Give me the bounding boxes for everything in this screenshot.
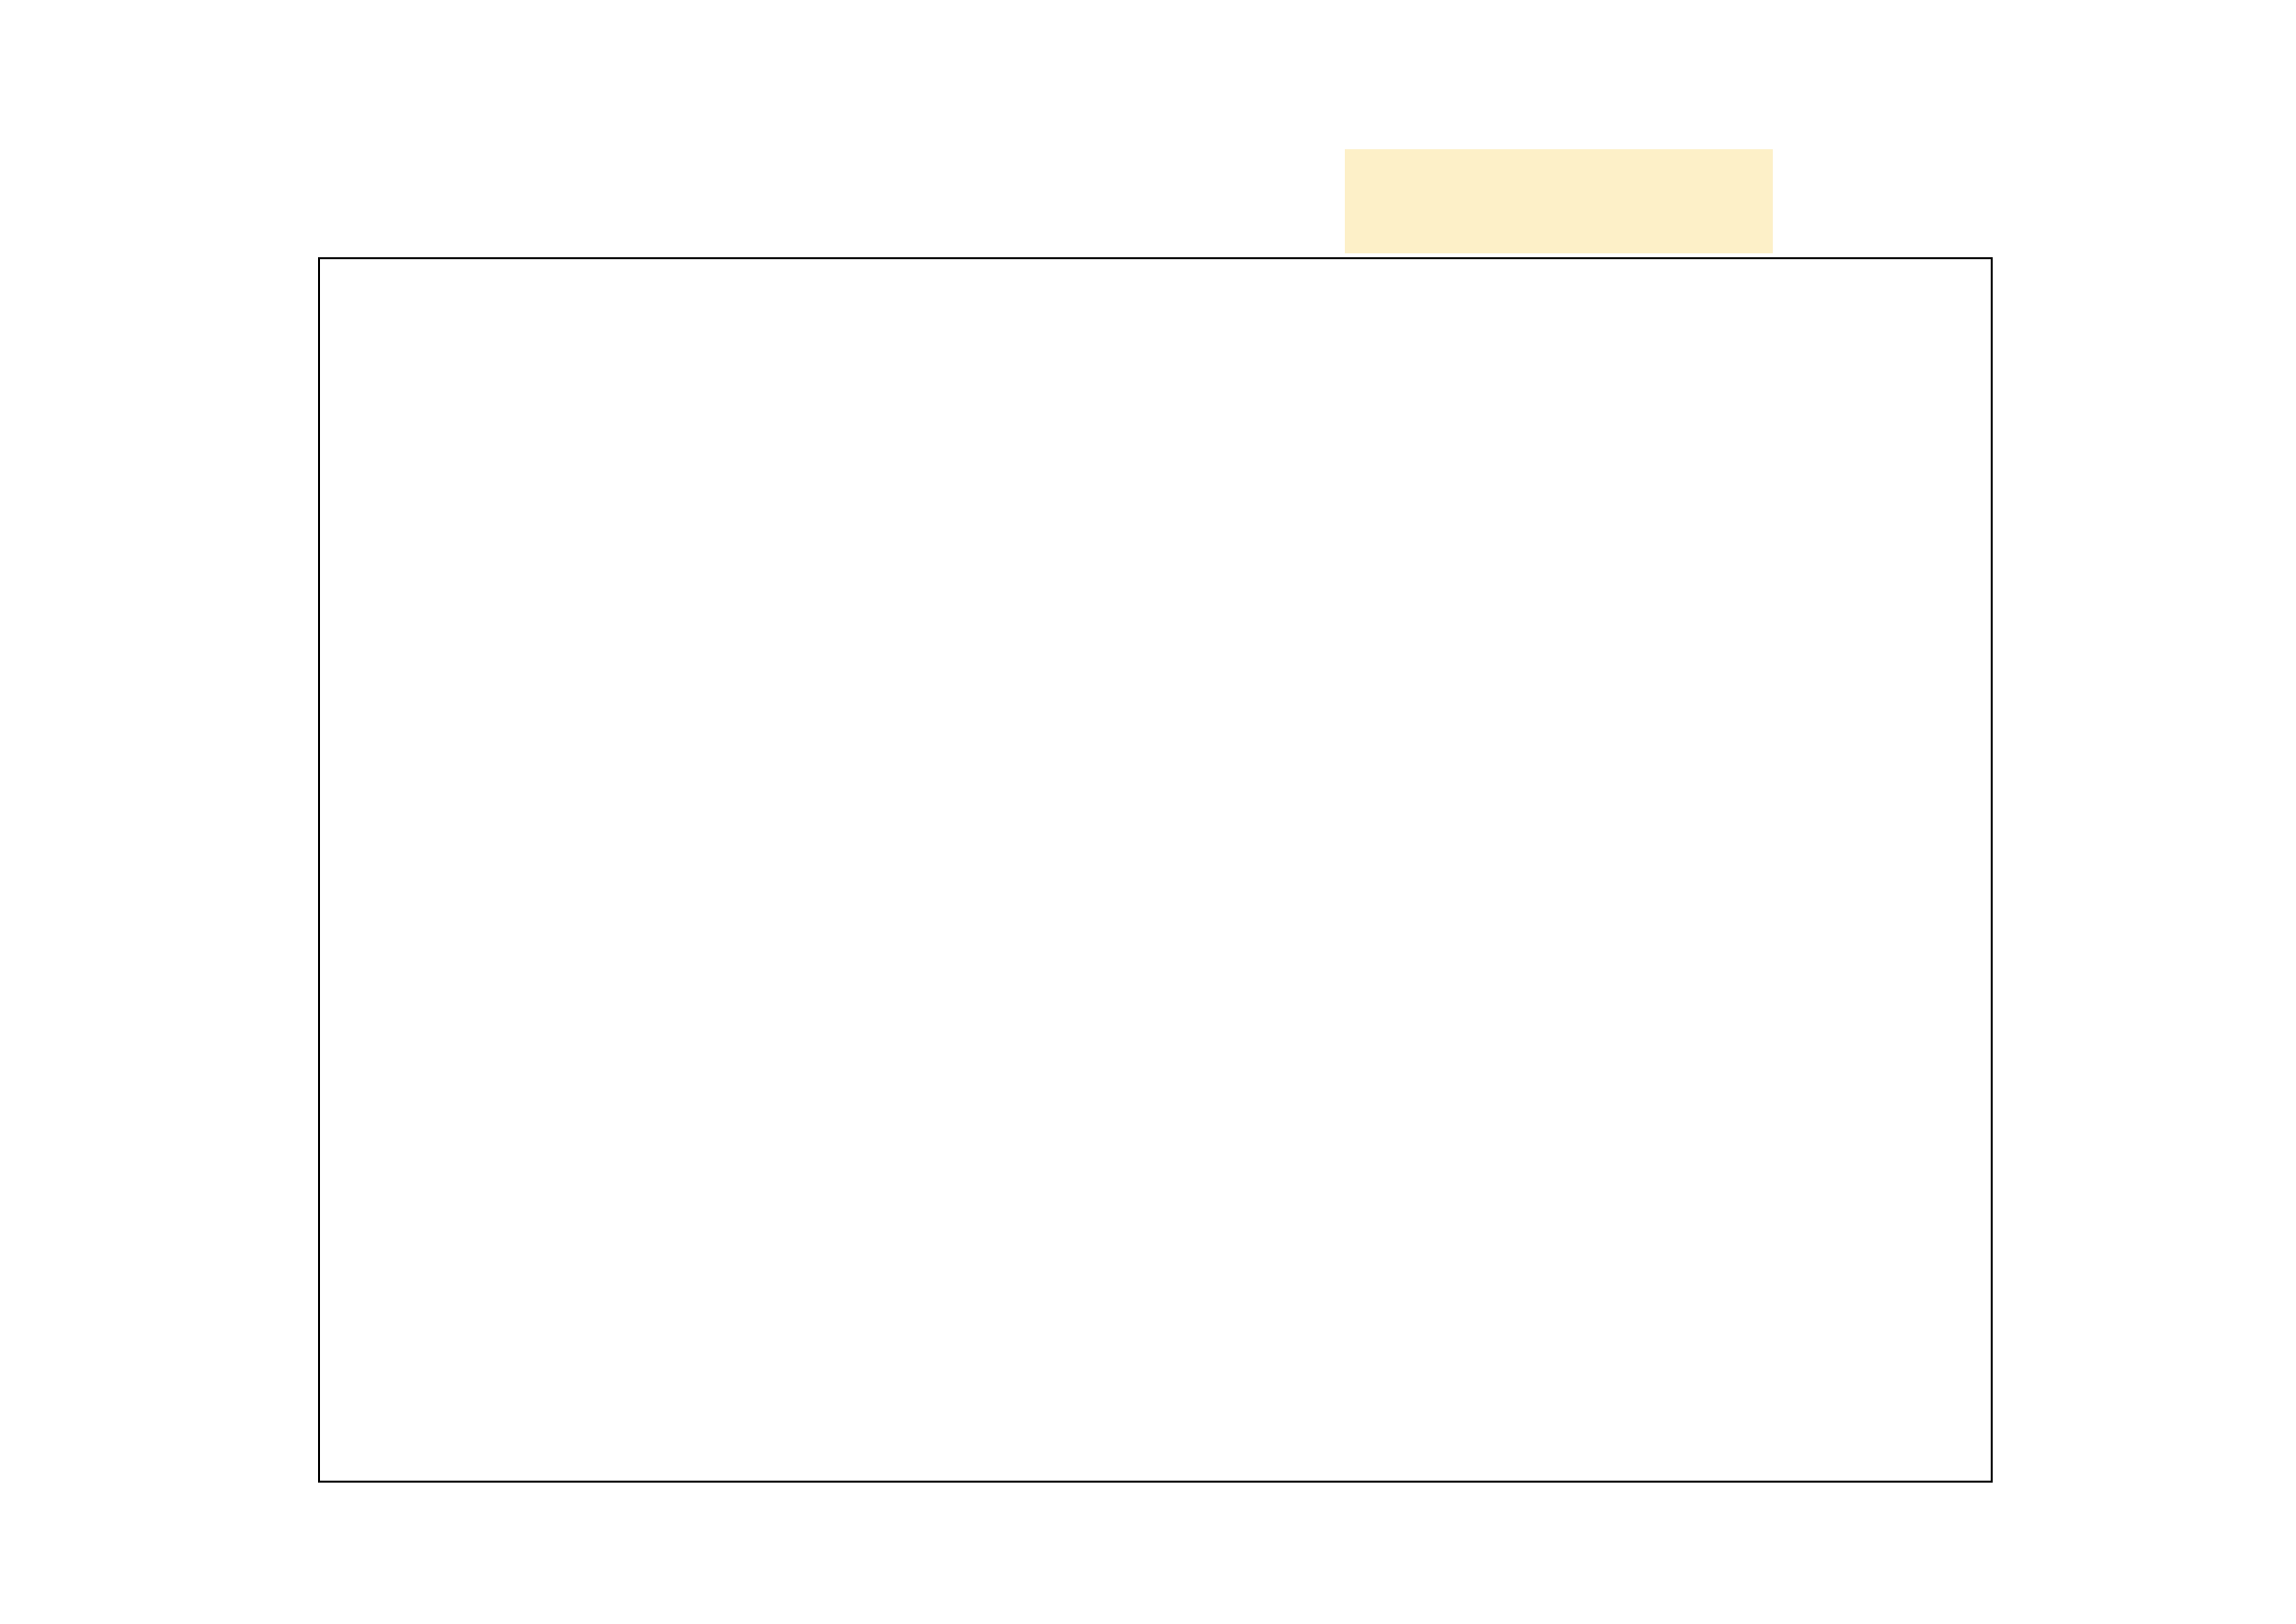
calendar-grid <box>318 257 1993 1483</box>
calendar-title <box>1345 149 1773 253</box>
